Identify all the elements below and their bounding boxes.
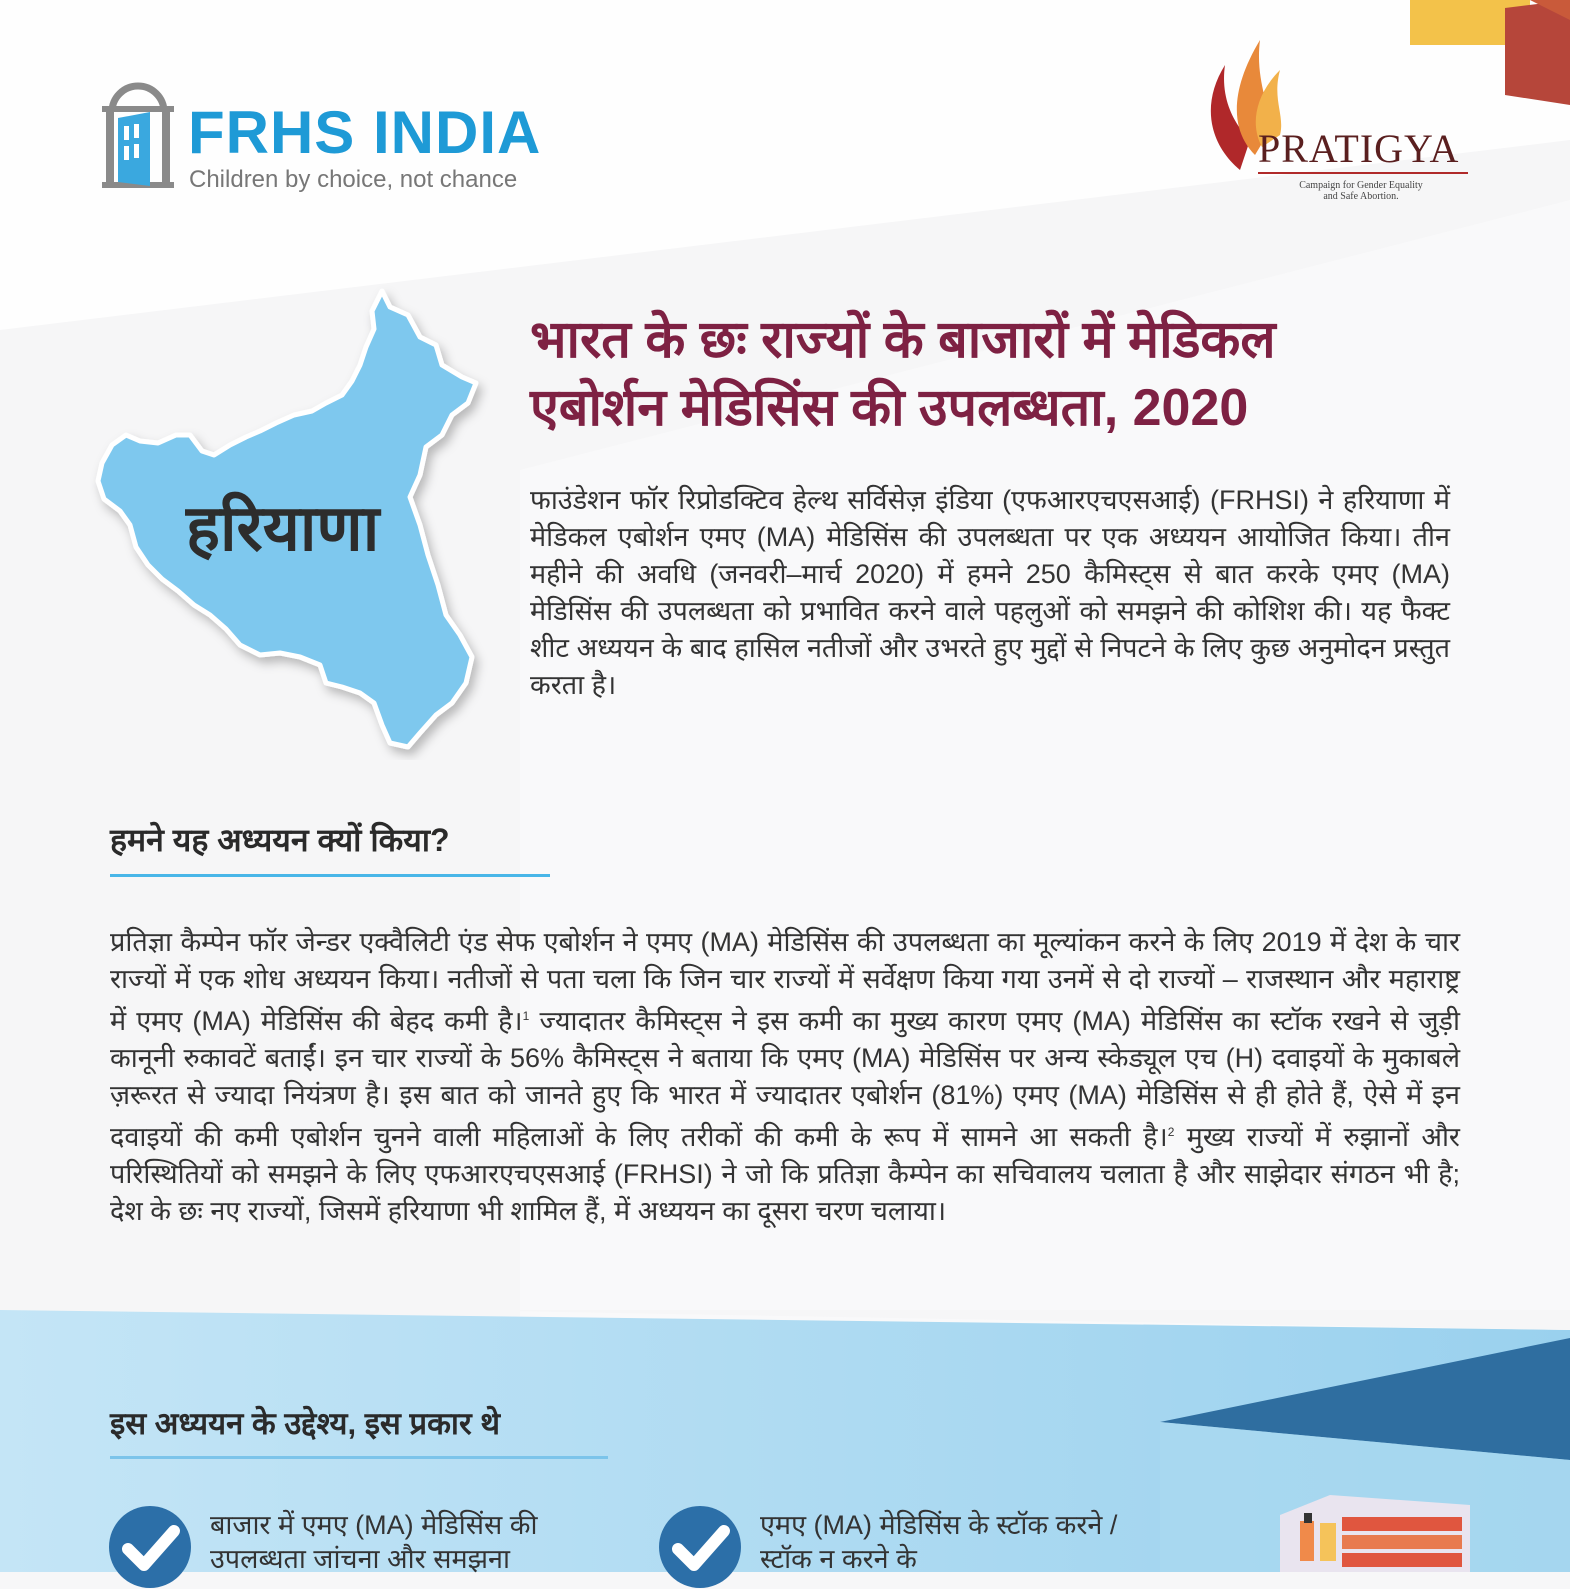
state-label: हरियाणा [186, 492, 380, 564]
pratigya-logo [1200, 35, 1480, 215]
frhs-logo [98, 78, 558, 198]
objectives-heading: इस अध्ययन के उद्देश्य, इस प्रकार थे [110, 1406, 501, 1441]
objective-item-1: बाजार में एमए (MA) मेडिसिंस की उपलब्धता जांचना और समझना [210, 1510, 538, 1574]
footnote-ref-2: 2 [1167, 1125, 1175, 1139]
door-logo-icon [98, 78, 178, 190]
pratigya-name: PRATIGYA [1258, 126, 1460, 171]
pharmacy-shelf-illustration [1270, 1495, 1470, 1572]
why-text-part1: प्रतिज्ञा कैम्पेन फॉर जेन्डर एक्वैलिटी एंड सेफ एबोर्शन ने एमए (MA) मेडिसिंस की उपलब्धता का मूल्यांकन करने के लिए 2019 में देश के चार राज्यों में एक शोध अध्ययन किया। नतीजों से पता चला कि जिन चार राज्यों में सर्वेक्षण किया गया उनमें से दो राज्यों – राजस्थान और महाराष्ट्र में एमए (MA) मेडिसिंस की बेहद कमी है। [110, 927, 1460, 1036]
checkmark-icon [108, 1505, 192, 1589]
objective-item-2: एमए (MA) मेडिसिंस के स्टॉक करने / स्टॉक न करने के [760, 1510, 1118, 1574]
intro-paragraph: फाउंडेशन फॉर रिप्रोडक्टिव हेल्थ सर्विसेज़ इंडिया (एफआरएचएसआई) (FRHSI) ने हरियाणा में मेडिकल एबोर्शन एमए (MA) मेडिसिंस की उपलब्धता पर एक अध्ययन आयोजित किया। तीन महीने की अवधि (जनवरी–मार्च 2020) में हमने 250 कैमिस्ट्स से बात करके एमए (MA) मेडिसिंस की उपलब्धता को प्रभावित करने वाले पहलुओं को समझने की कोशिश की। यह फैक्ट शीट अध्ययन के बाद हासिल नतीजों और उभरते हुए मुद्दों से निपटने के लिए कुछ अनुमोदन प्रस्तुत करता है। [530, 485, 1450, 700]
why-heading-underline [110, 874, 550, 877]
pratigya-tagline: Campaign for Gender Equality and Safe Abortion. [1299, 180, 1423, 202]
footnote-ref-1: 1 [522, 1009, 530, 1023]
why-paragraph [110, 924, 1460, 1230]
pratigya-underline [1258, 172, 1468, 174]
why-text-part3: मुख्य राज्यों में रुझानों और परिस्थितियों को समझने के लिए एफआरएचएसआई (FRHSI) ने जो कि प्रतिज्ञा कैम्पेन का सचिवालय चलाता है और साझेदार संगठन भी है; देश के छः नए राज्यों, जिसमें हरियाणा भी शामिल हैं, में अध्ययन का दूसरा चरण चलाया। [110, 1122, 1460, 1226]
page-title: भारत के छः राज्यों के बाजारों में मेडिकल एबोर्शन मेडिसिंस की उपलब्धता, 2020 [530, 311, 1276, 437]
why-text-part2: ज्यादातर कैमिस्ट्स ने इस कमी का मुख्य कारण एमए (MA) मेडिसिंस का स्टॉक रखने से जुड़ी कानूनी रुकावटें बताईं। इन चार राज्यों के 56% कैमिस्ट्स ने बताया कि एमए (MA) मेडिसिंस पर अन्य स्केड्यूल एच (H) दवाइयों के मुकाबले ज़रूरत से ज्यादा नियंत्रण है। इस बात को जानते हुए कि भारत में ज्यादातर एबोर्शन (81%) एमए (MA) मेडिसिंस से ही होते हैं, ऐसे में इन दवाइयों की कमी एबोर्शन चुनने वाली महिलाओं के लिए तरीकों की कमी के रूप में सामने आ सकती है। [110, 1006, 1461, 1152]
why-heading: हमने यह अध्ययन क्यों किया? [110, 822, 450, 858]
objectives-heading-underline [110, 1456, 608, 1459]
frhs-name: FRHS INDIA [188, 99, 542, 166]
frhs-tagline: Children by choice, not chance [189, 166, 518, 193]
checkmark-icon [658, 1505, 742, 1589]
